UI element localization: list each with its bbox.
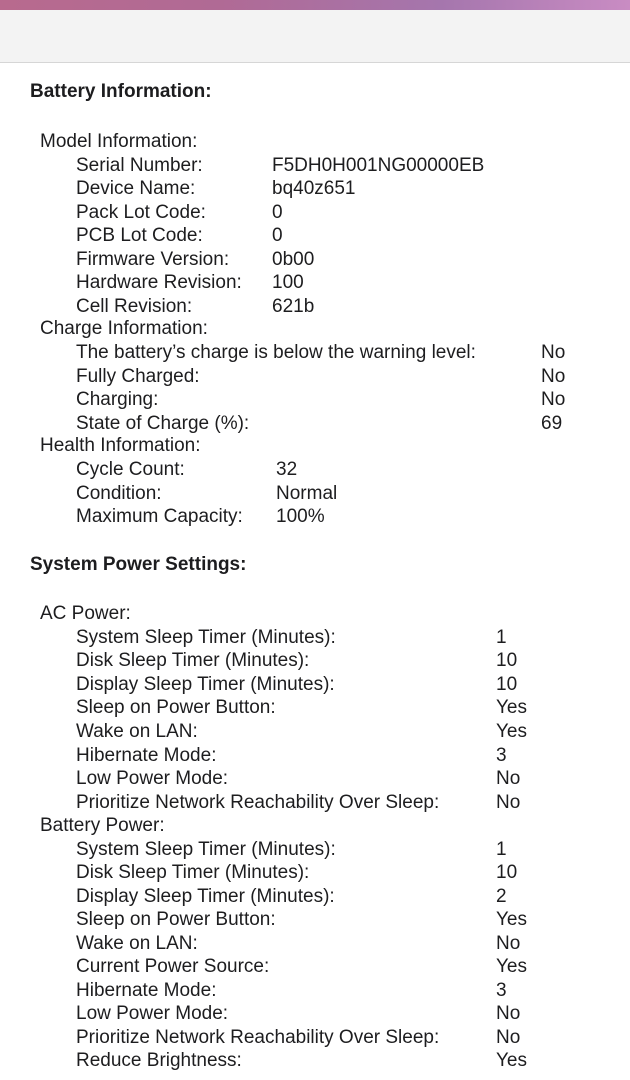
- charge-info-value: 69: [541, 412, 563, 434]
- health-info-value: 100%: [276, 506, 325, 527]
- model-info-value: 100: [272, 272, 304, 293]
- battery-power-label: Hibernate Mode:: [76, 979, 217, 1001]
- model-info-label: Cell Revision:: [76, 295, 193, 317]
- health-info-value: 32: [276, 459, 298, 480]
- battery-power-label: Low Power Mode:: [76, 1003, 229, 1024]
- ac-power-value: Yes: [496, 697, 527, 719]
- battery-power-label: Sleep on Power Button:: [76, 909, 276, 930]
- battery-power-value: Yes: [496, 909, 527, 930]
- ac-power-value: No: [496, 768, 521, 790]
- charge-info-label: The battery’s charge is below the warning level:: [76, 342, 476, 363]
- battery-power-label: Disk Sleep Timer (Minutes):: [76, 862, 310, 883]
- model-info-value: 0: [272, 201, 283, 223]
- model-info-label: Pack Lot Code:: [76, 201, 206, 223]
- battery-power-label: Display Sleep Timer (Minutes):: [76, 885, 335, 907]
- charge-info-label: State of Charge (%):: [76, 412, 250, 434]
- ac-power-label: System Sleep Timer (Minutes):: [76, 626, 336, 648]
- battery-power-label: Prioritize Network Reachability Over Sleep:: [76, 1026, 440, 1048]
- ac-power-value: 10: [496, 650, 518, 672]
- battery-power-label: Current Power Source:: [76, 956, 270, 977]
- ac-power-label: Prioritize Network Reachability Over Sleep:: [76, 791, 440, 813]
- battery-power-heading: Battery Power:: [40, 815, 165, 836]
- window-toolbar: [0, 10, 630, 63]
- ac-power-value: 10: [496, 673, 518, 695]
- model-info-value: bq40z651: [272, 178, 356, 199]
- system-power-settings-heading: System Power Settings:: [30, 554, 247, 575]
- ac-power-value: Yes: [496, 720, 527, 742]
- charge-info-value: No: [541, 389, 566, 410]
- health-info-label: Cycle Count:: [76, 459, 185, 480]
- charge-info-value: No: [541, 365, 566, 387]
- ac-power-value: No: [496, 791, 521, 813]
- model-info-value: F5DH0H001NG00000EB: [272, 154, 485, 176]
- model-info-label: Device Name:: [76, 178, 196, 199]
- battery-information-heading: Battery Information:: [30, 81, 212, 102]
- charge-information-heading: Charge Information:: [40, 318, 208, 339]
- battery-power-label: Reduce Brightness:: [76, 1050, 242, 1071]
- battery-power-label: Wake on LAN:: [76, 932, 198, 954]
- model-info-label: Hardware Revision:: [76, 272, 242, 293]
- ac-power-label: Disk Sleep Timer (Minutes):: [76, 650, 310, 672]
- battery-power-label: System Sleep Timer (Minutes):: [76, 838, 336, 860]
- model-info-label: Serial Number:: [76, 154, 203, 176]
- battery-power-value: No: [496, 1026, 521, 1048]
- battery-power-value: No: [496, 932, 521, 954]
- battery-power-value: 1: [496, 838, 507, 860]
- health-info-label: Maximum Capacity:: [76, 506, 243, 527]
- battery-power-value: 3: [496, 979, 507, 1001]
- health-info-value: Normal: [276, 482, 338, 504]
- model-info-value: 0b00: [272, 248, 315, 270]
- ac-power-label: Low Power Mode:: [76, 768, 229, 790]
- battery-power-value: 10: [496, 862, 518, 883]
- battery-power-value: Yes: [496, 956, 527, 977]
- battery-power-value: 2: [496, 885, 507, 907]
- charge-info-value: No: [541, 342, 566, 363]
- model-information-heading: Model Information:: [40, 131, 198, 152]
- ac-power-label: Display Sleep Timer (Minutes):: [76, 673, 335, 695]
- model-info-label: PCB Lot Code:: [76, 225, 203, 246]
- ac-power-label: Wake on LAN:: [76, 720, 198, 742]
- ac-power-heading: AC Power:: [40, 603, 131, 624]
- model-info-label: Firmware Version:: [76, 248, 230, 270]
- system-report-content: [0, 62, 630, 1080]
- ac-power-label: Hibernate Mode:: [76, 744, 217, 766]
- battery-power-value: Yes: [496, 1050, 527, 1071]
- ac-power-value: 3: [496, 744, 507, 766]
- charge-info-label: Charging:: [76, 389, 159, 410]
- ac-power-label: Sleep on Power Button:: [76, 697, 276, 719]
- health-info-label: Condition:: [76, 482, 162, 504]
- ac-power-value: 1: [496, 626, 507, 648]
- model-info-value: 621b: [272, 295, 315, 317]
- health-information-heading: Health Information:: [40, 435, 201, 456]
- charge-info-label: Fully Charged:: [76, 365, 200, 387]
- model-info-value: 0: [272, 225, 283, 246]
- window-accent-bar: [0, 0, 630, 10]
- battery-power-value: No: [496, 1003, 521, 1024]
